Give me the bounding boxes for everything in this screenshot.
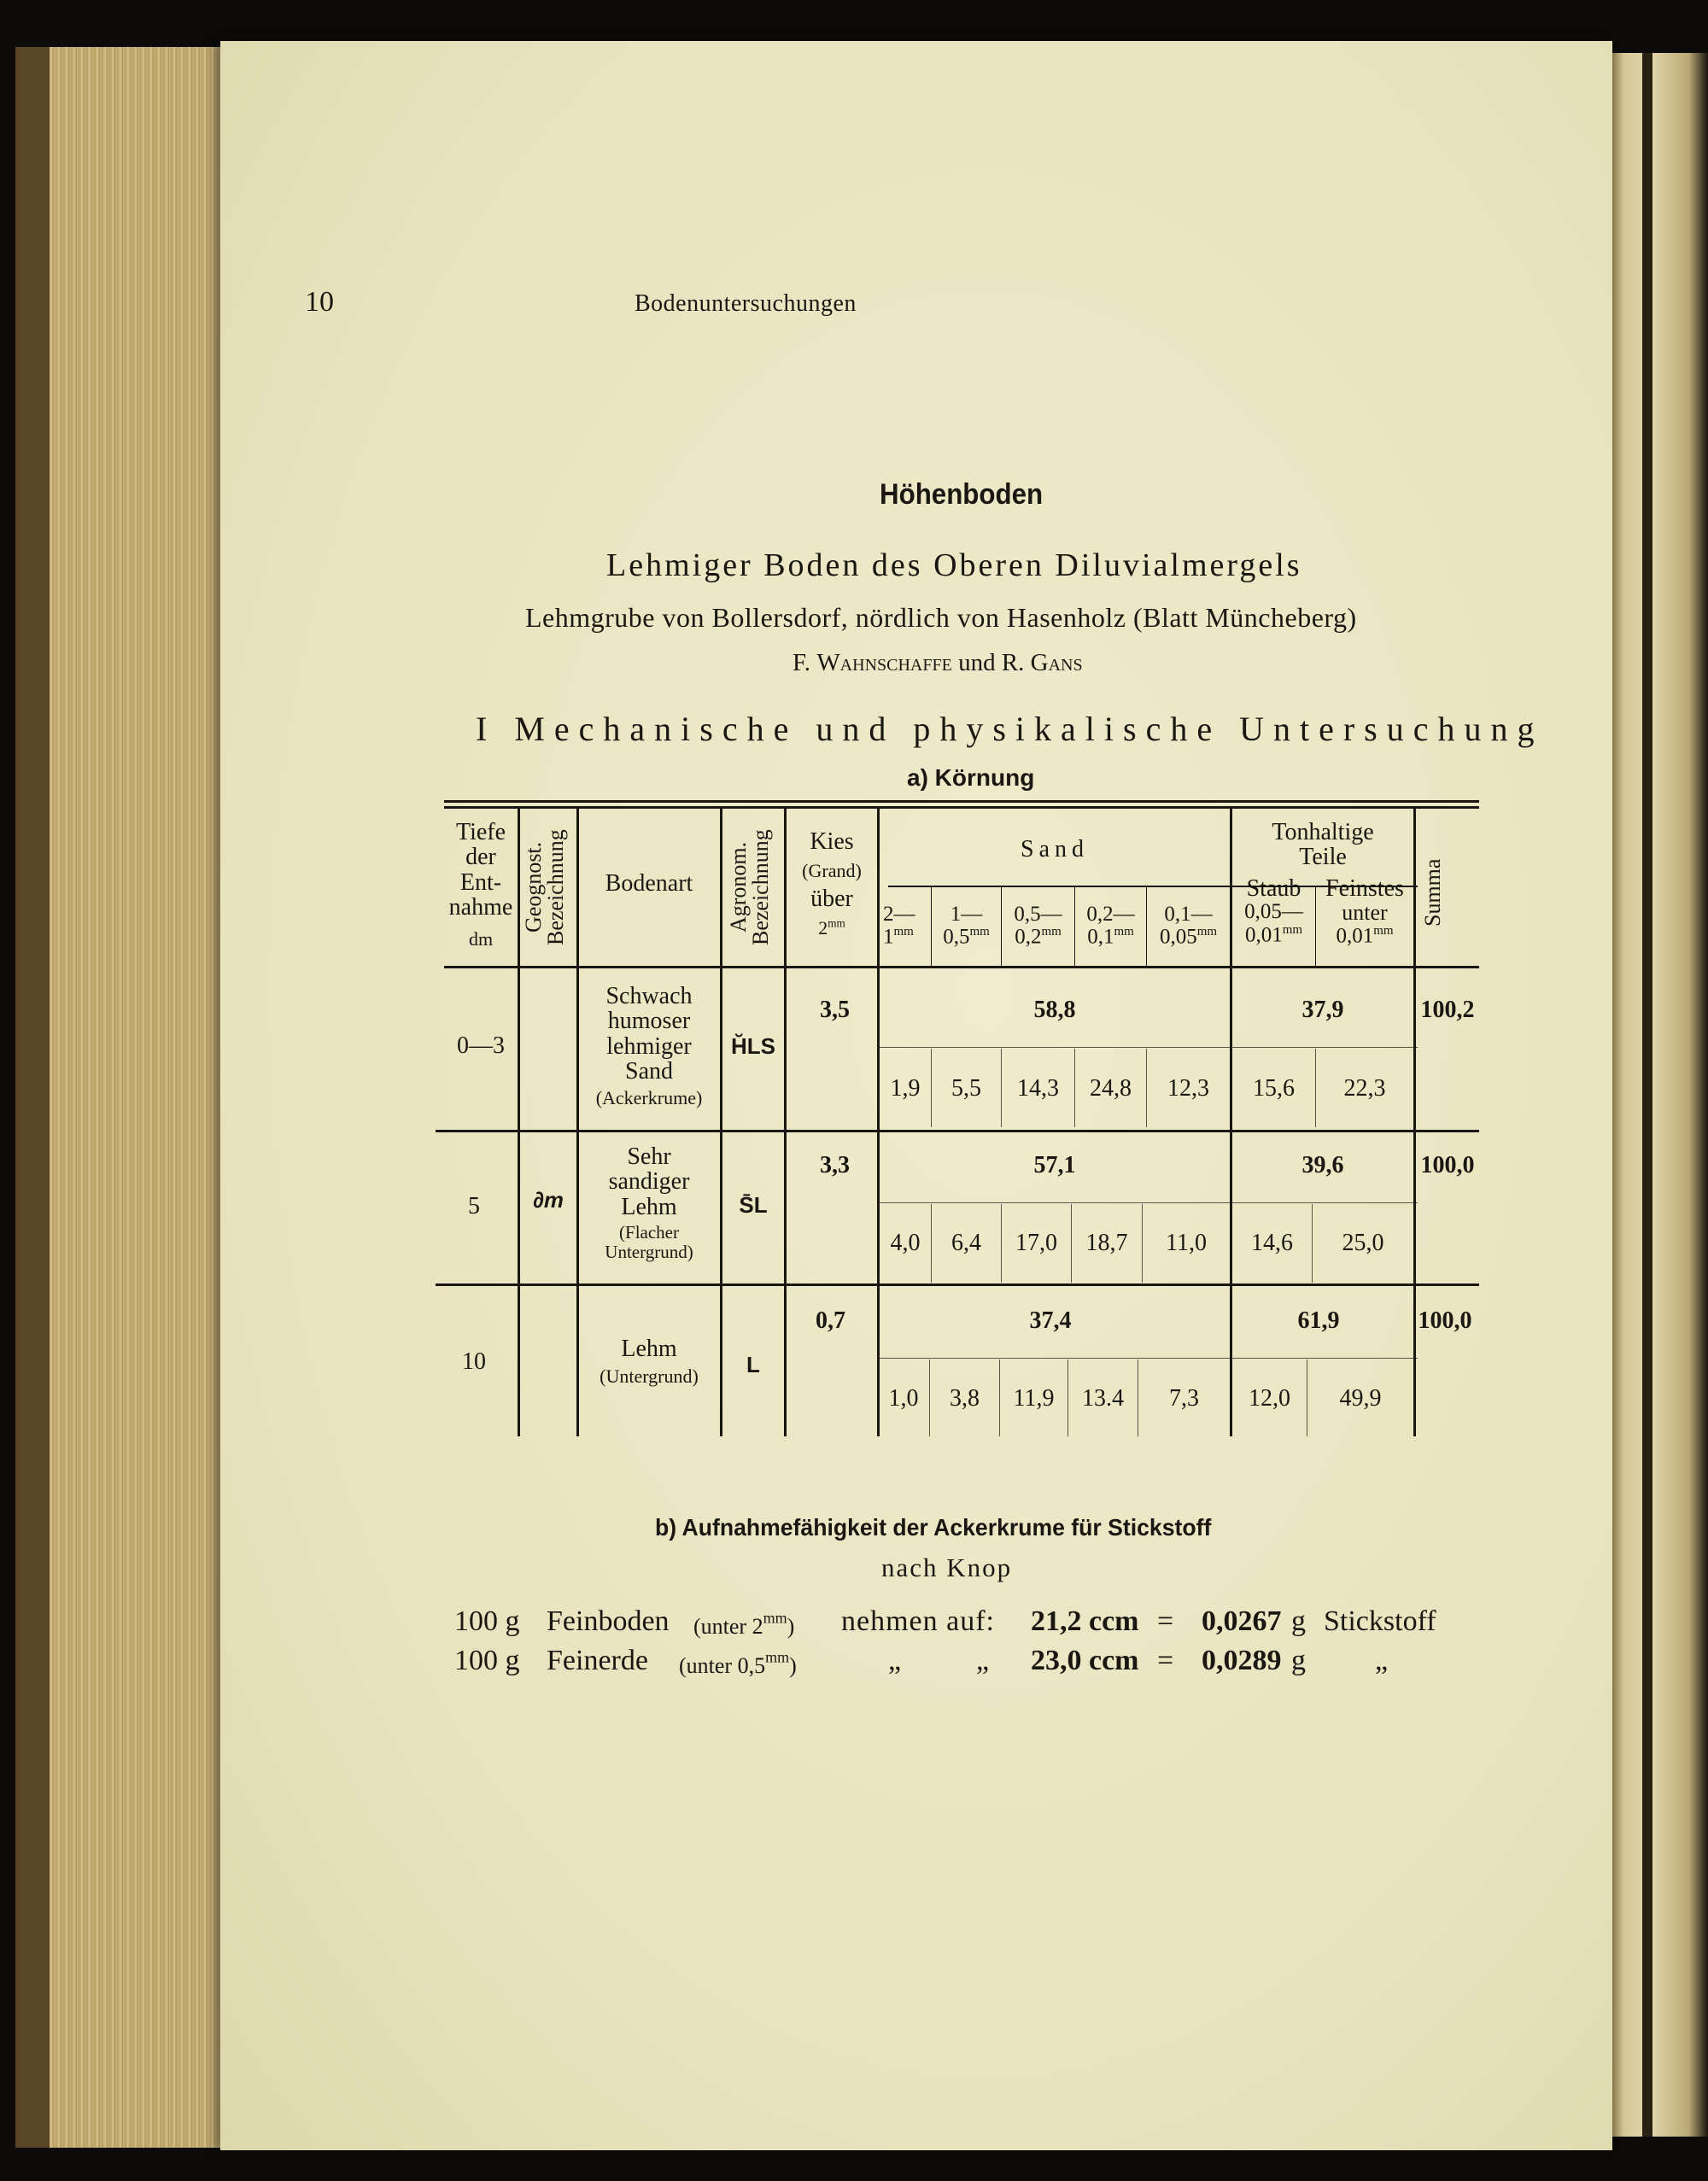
header-tiefe-unit: dm xyxy=(468,927,494,950)
header-agronom-l2: Bezeichnung xyxy=(748,829,773,945)
sand-col-4-bottom: 0,1 xyxy=(1087,925,1114,949)
header-staub xyxy=(1232,876,1315,946)
result-1-material: Feinboden xyxy=(547,1605,670,1637)
result-2-ditto-2: „ xyxy=(976,1645,990,1676)
row1-bodenart-l3: lehmiger xyxy=(606,1032,692,1060)
row2-sand-5: 11,0 xyxy=(1166,1230,1207,1256)
result-1-note-post: ) xyxy=(787,1614,795,1639)
row1-kies: 3,5 xyxy=(820,997,850,1023)
row2-kies: 3,3 xyxy=(820,1152,850,1178)
row3-bodenart xyxy=(581,1336,717,1386)
header-geognost-l2: Bezeichnung xyxy=(543,829,568,945)
header-kies-l2: (Grand) xyxy=(802,859,862,881)
authors-prefix: F. xyxy=(793,649,817,676)
authors-and: und R. xyxy=(951,649,1031,676)
header-tiefe-l3: Ent- xyxy=(459,868,502,896)
row3-split-rule xyxy=(880,1358,1418,1359)
geognost-value: ∂m xyxy=(533,1187,564,1213)
header-kies-size: 2 xyxy=(818,917,828,939)
row1-bodenart-note: (Ackerkrume) xyxy=(595,1086,703,1108)
row3-sand-5: 7,3 xyxy=(1169,1385,1199,1412)
row3-sand-total: 37,4 xyxy=(1029,1307,1072,1334)
header-kies-l1: Kies xyxy=(810,828,854,855)
row2-bottom-rule xyxy=(436,1283,1479,1286)
header-tonhaltige-l1: Tonhaltige xyxy=(1272,819,1374,845)
header-feinstes-unit: mm xyxy=(1373,923,1394,938)
row2-staub: 14,6 xyxy=(1251,1230,1293,1256)
row1-bodenart-l4: Sand xyxy=(625,1058,673,1085)
row3-ton-total: 61,9 xyxy=(1297,1307,1340,1334)
result-1-ccm: 21,2 ccm xyxy=(1031,1605,1139,1637)
result-2-note-post: ) xyxy=(789,1653,797,1678)
subsection-koernung: a) Körnung xyxy=(907,764,1035,791)
row1-sand-2: 5,5 xyxy=(951,1075,981,1102)
row3-agronom: L xyxy=(746,1352,760,1377)
subtitle: Lehmiger Boden des Oberen Diluvialmergels xyxy=(606,547,1302,583)
header-bodenart: Bodenart xyxy=(605,870,693,897)
row1-ton-total: 37,9 xyxy=(1301,997,1344,1023)
row2-bodenart-l2: sandiger xyxy=(608,1168,690,1196)
sand-col-2 xyxy=(932,903,1001,949)
row3-bodenart-note: (Untergrund) xyxy=(600,1365,699,1388)
header-tiefe xyxy=(444,820,518,949)
row1-bodenart xyxy=(581,984,717,1108)
row1-bodenart-l1: Schwach xyxy=(605,983,693,1009)
result-2-value: 0,0289 xyxy=(1202,1645,1282,1676)
page-title: Höhenboden xyxy=(880,478,1044,511)
row2-sand-total: 57,1 xyxy=(1033,1152,1076,1178)
row2-bodenart-note: (Flacher Untergrund) xyxy=(605,1222,693,1263)
result-1-verb: nehmen auf: xyxy=(841,1605,995,1637)
row2-summa: 100,0 xyxy=(1420,1152,1475,1178)
location: Lehmgrube von Bollersdorf, nördlich von Hasenholz (Blatt Müncheberg) xyxy=(525,602,1357,633)
row1-split-rule xyxy=(880,1047,1418,1048)
row1-feinstes: 22,3 xyxy=(1343,1075,1386,1102)
header-staub-size: 0,01 xyxy=(1244,922,1283,946)
sand-col-5-top: 0,1— xyxy=(1164,903,1213,926)
header-feinstes-size: 0,01 xyxy=(1336,924,1374,948)
header-geognost xyxy=(523,811,574,963)
header-agronom-l1: Agronom. xyxy=(726,841,751,933)
row3-summa: 100,0 xyxy=(1418,1307,1472,1334)
sand-col-1 xyxy=(880,903,934,949)
result-2-ditto-1: „ xyxy=(888,1645,902,1676)
result-1-note-pre: (unter 2 xyxy=(693,1614,763,1639)
subsection-stickstoff: b) Aufnahmefähigkeit der Ackerkrume für Stickstoff xyxy=(655,1514,1212,1541)
sand-col-1-top: 2— xyxy=(883,903,915,926)
header-kies-l3: über xyxy=(810,886,853,913)
sand-col-5-unit: mm xyxy=(1196,925,1218,939)
row3-kies: 0,7 xyxy=(816,1307,845,1334)
table-top-rule-2 xyxy=(444,806,1479,809)
header-geognost-l1: Geognost. xyxy=(521,841,546,933)
sand-col-1-bottom: 1 xyxy=(883,925,894,949)
row1-bottom-rule xyxy=(436,1130,1479,1132)
result-2-note xyxy=(679,1648,797,1681)
header-sand: Sand xyxy=(1021,836,1089,862)
page-number: 10 xyxy=(305,286,334,318)
row1-summa: 100,2 xyxy=(1420,997,1475,1023)
row1-sand-1: 1,9 xyxy=(890,1075,921,1102)
section-heading: I Mechanische und physikalische Untersuchung xyxy=(476,710,1544,748)
sand-col-5-bottom: 0,05 xyxy=(1159,925,1197,949)
result-2-eq: = xyxy=(1157,1645,1174,1676)
result-1-note-unit: mm xyxy=(763,1609,787,1627)
row1-sand-total: 58,8 xyxy=(1033,997,1076,1023)
col-rule-ton xyxy=(1413,809,1416,1436)
sand-col-3-bottom: 0,2 xyxy=(1015,925,1042,949)
row2-sand-2: 6,4 xyxy=(951,1230,981,1256)
header-agronom xyxy=(728,811,781,963)
row3-staub: 12,0 xyxy=(1249,1385,1290,1412)
result-1-eq: = xyxy=(1157,1605,1174,1637)
header-tonhaltige-l2: Teile xyxy=(1299,844,1347,871)
sand-col-2-bottom: 0,5 xyxy=(943,925,970,949)
header-bottom-rule xyxy=(444,966,1479,968)
row3-sand-2: 3,8 xyxy=(950,1385,980,1412)
result-1-value: 0,0267 xyxy=(1202,1605,1282,1637)
row1-staub: 15,6 xyxy=(1253,1075,1295,1102)
header-tiefe-l2: der xyxy=(465,844,496,871)
result-1-note xyxy=(693,1609,794,1641)
col-rule-tiefe xyxy=(518,809,520,1436)
sand-col-3-unit: mm xyxy=(1041,925,1062,939)
row3-sand-4: 13.4 xyxy=(1082,1385,1124,1412)
result-1-unit: g xyxy=(1291,1605,1306,1637)
row3-tiefe: 10 xyxy=(462,1348,486,1375)
row3-feinstes: 49,9 xyxy=(1339,1385,1382,1412)
sand-col-2-top: 1— xyxy=(950,903,983,926)
header-tiefe-l1: Tiefe xyxy=(455,819,506,845)
row2-ton-total: 39,6 xyxy=(1301,1152,1344,1178)
result-1-amount: 100 g xyxy=(454,1605,520,1637)
row2-bodenart-l1: Sehr xyxy=(627,1143,671,1170)
header-feinstes-l2: unter xyxy=(1342,900,1388,926)
row2-split-rule xyxy=(880,1202,1418,1203)
sand-col-3 xyxy=(1002,903,1074,949)
result-2-unit: g xyxy=(1291,1645,1306,1676)
row2-agronom: S̄L xyxy=(739,1192,768,1218)
header-feinstes xyxy=(1316,876,1413,947)
method-note: nach Knop xyxy=(881,1552,1013,1582)
row2-sand-1: 4,0 xyxy=(890,1230,921,1256)
header-staub-l2: 0,05— xyxy=(1244,900,1303,924)
row3-sand-1: 1,0 xyxy=(888,1385,919,1412)
sand-col-2-unit: mm xyxy=(969,925,990,939)
header-summa: Summa xyxy=(1420,858,1445,927)
row2-sand-4: 18,7 xyxy=(1085,1230,1128,1256)
row2-sand-3: 17,0 xyxy=(1015,1230,1057,1256)
header-tiefe-l4: nahme xyxy=(448,894,513,921)
header-staub-l1: Staub xyxy=(1246,875,1301,902)
row2-tiefe: 5 xyxy=(468,1193,480,1219)
header-tonhaltige xyxy=(1232,820,1413,870)
row2-feinstes: 25,0 xyxy=(1342,1230,1384,1256)
sand-col-4 xyxy=(1075,903,1146,949)
col-rule-bodenart xyxy=(720,809,722,1436)
row1-sand-5: 12,3 xyxy=(1167,1075,1209,1102)
header-kies xyxy=(787,826,876,941)
row2-bodenart xyxy=(581,1144,717,1262)
header-kies-unit: mm xyxy=(828,916,845,930)
running-head: Bodenuntersuchungen xyxy=(635,290,857,317)
header-feinstes-l1: Feinstes xyxy=(1325,875,1404,902)
header-staub-unit: mm xyxy=(1282,922,1303,937)
row1-sand-4: 24,8 xyxy=(1090,1075,1132,1102)
author-gans: Gans xyxy=(1030,649,1083,676)
sand-col-3-top: 0,5— xyxy=(1014,903,1062,926)
col-rule-agronom xyxy=(784,809,787,1436)
result-2-element: „ xyxy=(1375,1645,1389,1676)
result-2-ccm: 23,0 ccm xyxy=(1031,1645,1139,1676)
row3-sand-3: 11,9 xyxy=(1013,1385,1055,1412)
result-2-note-unit: mm xyxy=(765,1648,790,1666)
table-top-rule xyxy=(444,800,1479,803)
row1-bodenart-l2: humoser xyxy=(607,1008,691,1035)
result-2-note-pre: (unter 0,5 xyxy=(679,1653,766,1678)
row1-sand-3: 14,3 xyxy=(1017,1075,1059,1102)
row3-bodenart-l1: Lehm xyxy=(621,1336,677,1362)
sand-col-4-unit: mm xyxy=(1114,925,1134,939)
row1-tiefe: 0—3 xyxy=(457,1032,505,1059)
result-1-element: Stickstoff xyxy=(1324,1605,1436,1637)
row2-bodenart-l3: Lehm xyxy=(621,1193,677,1220)
col-rule-geognost xyxy=(576,809,579,1436)
sand-col-4-top: 0,2— xyxy=(1086,903,1135,926)
sand-subheader-rule xyxy=(888,886,1234,887)
result-2-amount: 100 g xyxy=(454,1645,520,1676)
author-wahnschaffe: Wahnschaffe xyxy=(816,649,952,676)
row1-agronom: H̆LS xyxy=(731,1033,775,1059)
sand-col-1-unit: mm xyxy=(893,925,914,939)
result-2-material: Feinerde xyxy=(547,1645,648,1676)
sand-col-5 xyxy=(1147,903,1230,949)
